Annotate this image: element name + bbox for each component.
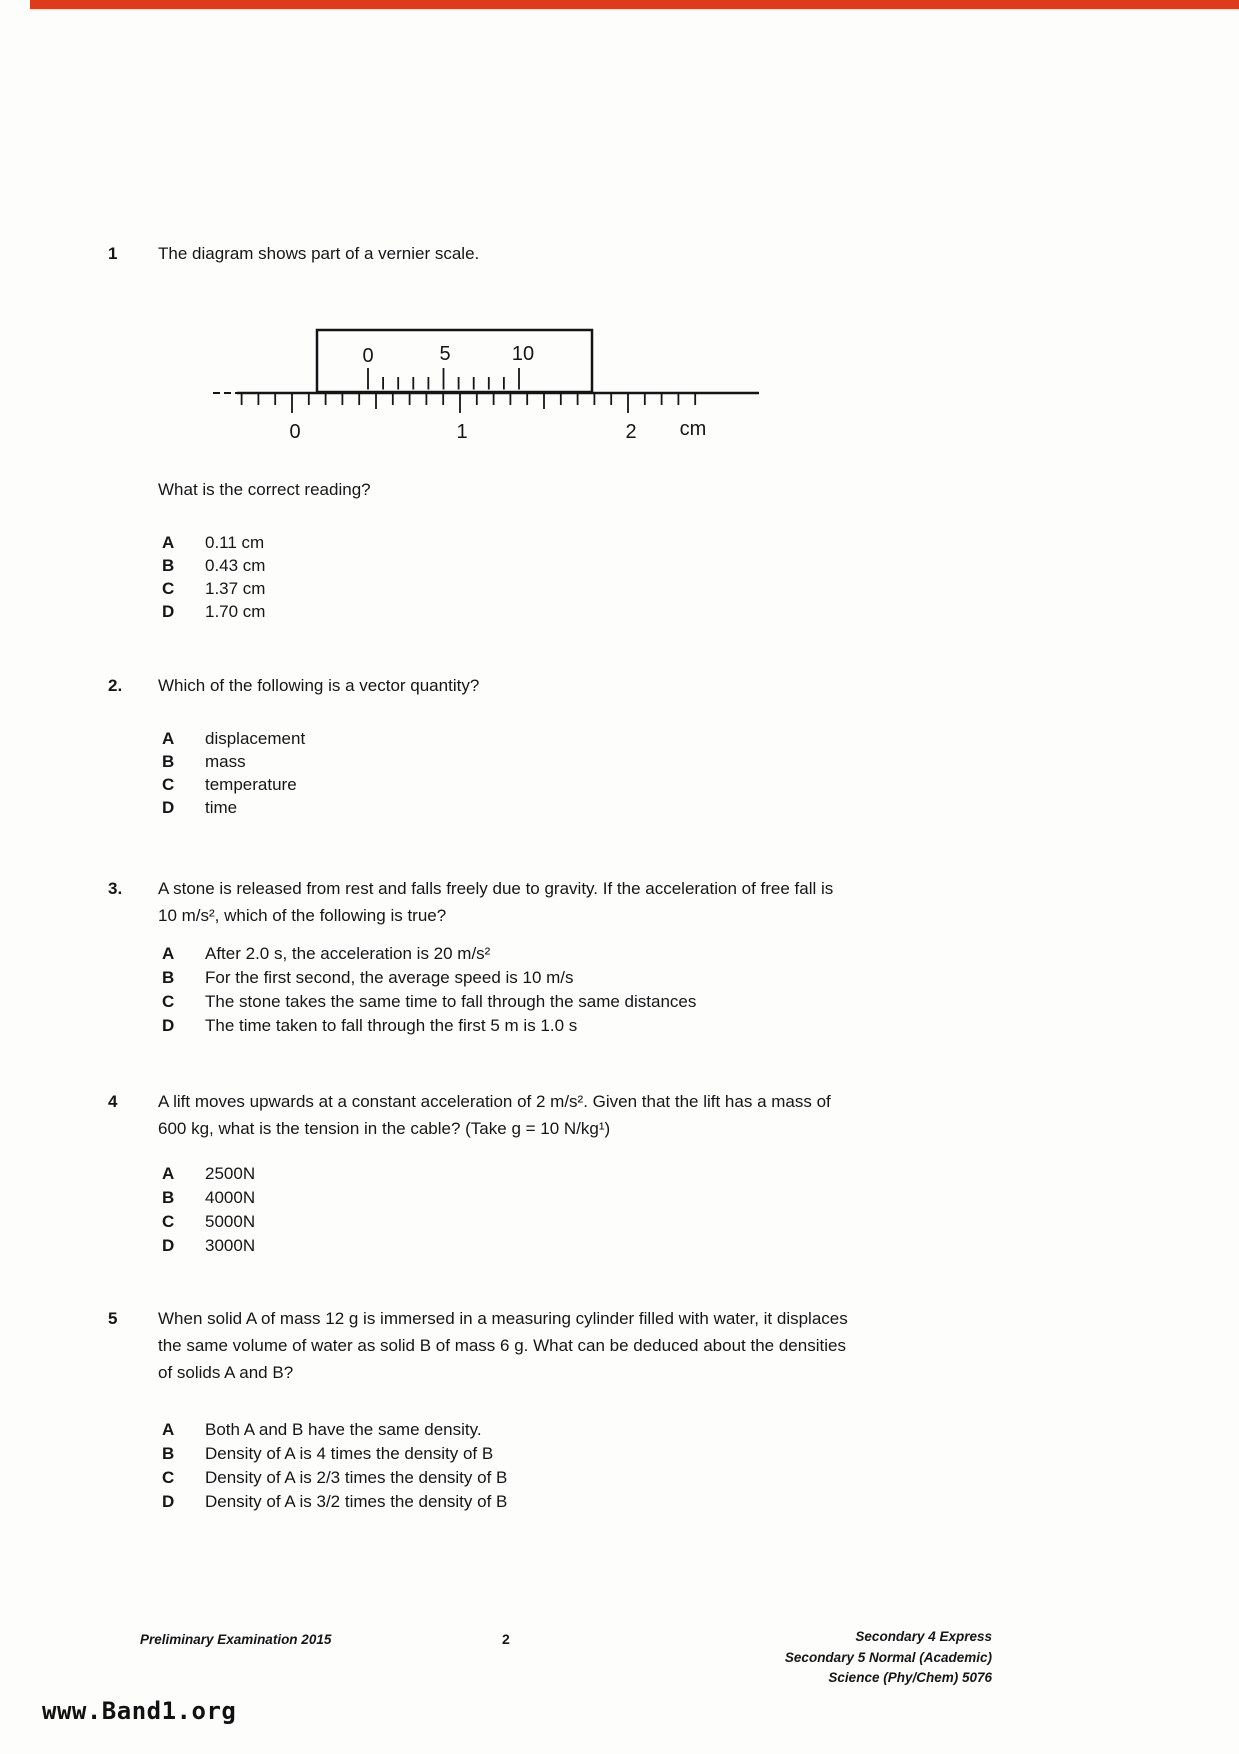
option-text: 2500N [205, 1164, 256, 1183]
question-1-number: 1 [108, 244, 118, 263]
page-number: 2 [502, 1631, 510, 1647]
option-text: 0.43 cm [205, 556, 266, 575]
option-letter: D [162, 798, 175, 817]
question-text-line: of solids A and B? [158, 1363, 294, 1382]
option-text: 3000N [205, 1236, 256, 1255]
option-text: Density of A is 4 times the density of B [205, 1444, 494, 1463]
option-letter: D [162, 1236, 175, 1255]
option-letter: B [162, 556, 175, 575]
option-letter: D [162, 602, 175, 621]
question-2-text: Which of the following is a vector quantity? [158, 676, 480, 695]
option-letter: D [162, 1492, 175, 1511]
option-row [162, 1014, 1062, 1038]
vernier-diagram [210, 325, 770, 450]
option-text: The stone takes the same time to fall through the same distances [205, 992, 697, 1011]
option-text: Density of A is 3/2 times the density of B [205, 1492, 508, 1511]
question-text-line: the same volume of water as solid B of mass 6 g. What can be deduced about the densities [158, 1336, 846, 1355]
main-label-1: 1 [456, 421, 468, 443]
option-row [162, 1490, 1062, 1514]
option-row [162, 1466, 1062, 1490]
question-4-text [158, 1088, 1070, 1142]
option-text: 0.11 cm [205, 533, 265, 552]
question-text-line: When solid A of mass 12 g is immersed in a measuring cylinder filled with water, it displaces [158, 1309, 848, 1328]
option-row [162, 1210, 1062, 1234]
question-4-number: 4 [108, 1092, 118, 1111]
question-1-prompt: What is the correct reading? [158, 480, 371, 499]
question-text-line: A lift moves upwards at a constant acceleration of 2 m/s². Given that the lift has a mass of [158, 1092, 831, 1111]
option-row [162, 990, 1062, 1014]
vernier-label-10: 10 [511, 343, 535, 365]
option-letter: C [162, 1468, 175, 1487]
footer-course-info [640, 1627, 992, 1689]
footer-course-line: Science (Phy/Chem) 5076 [828, 1670, 992, 1685]
main-label-0: 0 [289, 421, 301, 443]
option-letter: A [162, 944, 175, 963]
question-text-line: 10 m/s², which of the following is true? [158, 906, 447, 925]
option-row [162, 531, 1062, 554]
question-1-options [162, 531, 1062, 623]
option-text: Both A and B have the same density. [205, 1420, 482, 1439]
option-row [162, 1186, 1062, 1210]
option-row [162, 554, 1062, 577]
question-5-text [158, 1305, 1070, 1386]
option-row [162, 600, 1062, 623]
option-letter: B [162, 752, 175, 771]
footer-exam-title: Preliminary Examination 2015 [140, 1632, 332, 1647]
option-letter: D [162, 1016, 175, 1035]
vernier-diagram-svg [210, 325, 770, 450]
question-3-number: 3. [108, 879, 123, 898]
option-text: 1.70 cm [205, 602, 266, 621]
option-text: 4000N [205, 1188, 256, 1207]
scan-red-stripe [30, 0, 1239, 9]
vernier-slider [317, 330, 592, 392]
option-row [162, 1234, 1062, 1258]
option-letter: B [162, 1188, 175, 1207]
option-row [162, 1162, 1062, 1186]
footer-course-line: Secondary 4 Express [855, 1629, 992, 1644]
option-text: For the first second, the average speed is 10 m/s [205, 968, 574, 987]
vernier-label-0: 0 [362, 345, 374, 367]
option-row [162, 942, 1062, 966]
option-text: time [205, 798, 238, 817]
question-3-options [162, 942, 1062, 1038]
option-letter: C [162, 1212, 175, 1231]
option-text: displacement [205, 729, 306, 748]
question-2-options [162, 727, 1062, 819]
option-letter: A [162, 533, 175, 552]
option-row [162, 1442, 1062, 1466]
question-1-text: The diagram shows part of a vernier scale. [158, 244, 480, 263]
option-letter: C [162, 579, 175, 598]
option-letter: B [162, 968, 175, 987]
option-text: 5000N [205, 1212, 256, 1231]
question-text-line: 600 kg, what is the tension in the cable? (Take g = 10 N/kg¹) [158, 1119, 611, 1138]
main-label-2: 2 [625, 421, 637, 443]
option-letter: A [162, 729, 175, 748]
question-5-options [162, 1418, 1062, 1514]
option-text: temperature [205, 775, 297, 794]
question-5-number: 5 [108, 1309, 118, 1328]
option-letter: C [162, 992, 175, 1011]
question-2-number: 2. [108, 676, 123, 695]
question-3-text [158, 875, 1070, 929]
option-row [162, 727, 1062, 750]
option-letter: A [162, 1164, 175, 1183]
vernier-label-5: 5 [439, 343, 451, 365]
option-row [162, 750, 1062, 773]
main-scale-ticks [242, 393, 696, 413]
option-text: 1.37 cm [205, 579, 266, 598]
option-row [162, 577, 1062, 600]
option-letter: A [162, 1420, 175, 1439]
option-row [162, 1418, 1062, 1442]
option-text: mass [205, 752, 246, 771]
option-text: The time taken to fall through the first 5 m is 1.0 s [205, 1016, 578, 1035]
watermark-url: www.Band1.org [42, 1697, 237, 1725]
footer-course-line: Secondary 5 Normal (Academic) [784, 1649, 992, 1665]
vernier-ticks [368, 368, 519, 390]
option-letter: C [162, 775, 175, 794]
question-text-line: A stone is released from rest and falls freely due to gravity. If the acceleration of free fall is [158, 879, 834, 898]
option-letter: B [162, 1444, 175, 1463]
unit-label: cm [679, 418, 707, 440]
option-row [162, 796, 1062, 819]
option-text: Density of A is 2/3 times the density of B [205, 1468, 508, 1487]
option-row [162, 966, 1062, 990]
question-4-options [162, 1162, 1062, 1258]
option-text: After 2.0 s, the acceleration is 20 m/s² [205, 944, 491, 963]
option-row [162, 773, 1062, 796]
